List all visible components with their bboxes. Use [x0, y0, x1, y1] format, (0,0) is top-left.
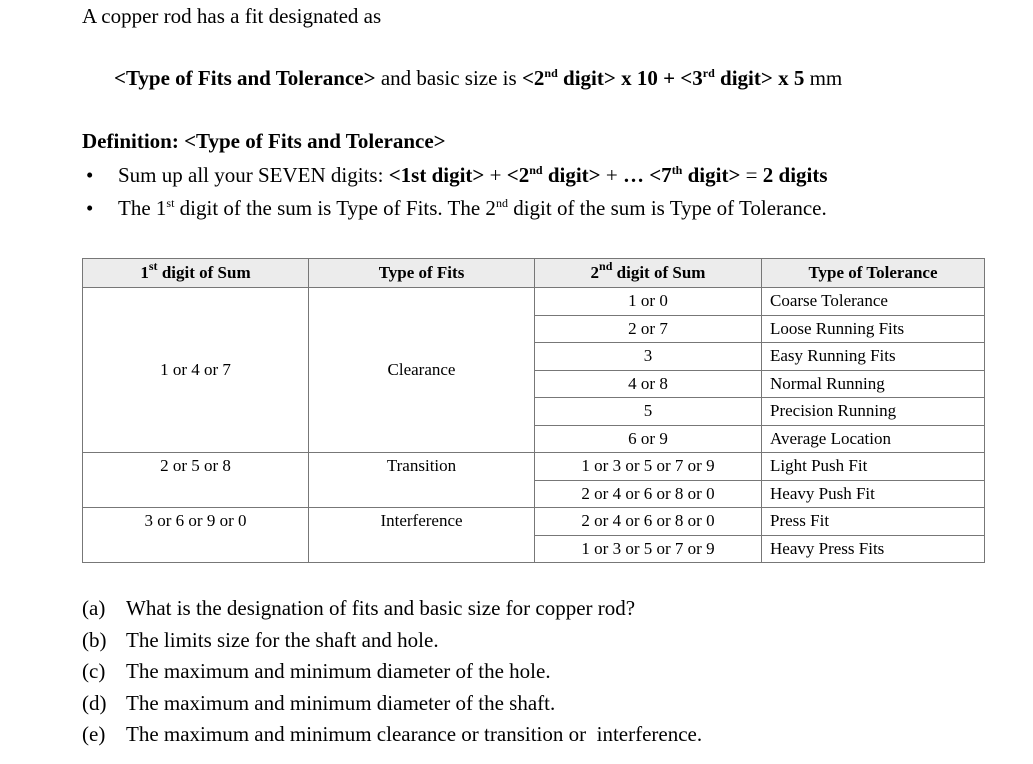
tolerance-cell: Press Fit: [762, 508, 985, 536]
tolerance-cell: Average Location: [762, 425, 985, 453]
table-row: [83, 288, 985, 316]
tolerance-cell: Heavy Press Fits: [762, 535, 985, 563]
question-label: (e): [82, 722, 106, 746]
question-list: [82, 593, 702, 751]
header-type-of-tolerance: Type of Tolerance: [762, 259, 985, 288]
tolerance-cell: Loose Running Fits: [762, 315, 985, 343]
header-type-of-fits: Type of Fits: [309, 259, 535, 288]
question-item: [82, 719, 702, 751]
second-digit-cell: 2 or 7: [535, 315, 762, 343]
first-digit-cell: 2 or 5 or 8: [83, 453, 309, 508]
tolerance-cell: Coarse Tolerance: [762, 288, 985, 316]
tolerance-cell: Precision Running: [762, 398, 985, 426]
definition-bullet-sum: [86, 163, 828, 188]
fit-type-cell: Interference: [309, 508, 535, 563]
question-item: [82, 625, 702, 657]
question-text: The maximum and minimum diameter of the hole.: [126, 659, 551, 683]
designation-size-formula: <2nd digit> x 10 + <3rd digit> x 5: [521, 66, 805, 90]
second-digit-cell: 1 or 3 or 5 or 7 or 9: [535, 535, 762, 563]
second-digit-cell: 1 or 0: [535, 288, 762, 316]
header-second-digit: 2nd digit of Sum: [535, 259, 762, 288]
intro-text: A copper rod has a fit designated as: [82, 4, 382, 28]
table-row: [83, 453, 985, 481]
bullet-icon: •: [86, 196, 94, 220]
question-text: The limits size for the shaft and hole.: [126, 627, 439, 652]
second-digit-cell: 2 or 4 or 6 or 8 or 0: [535, 508, 762, 536]
designation-connector: and basic size is: [375, 66, 522, 90]
tolerance-cell: Easy Running Fits: [762, 343, 985, 371]
bullet-icon: •: [86, 163, 94, 187]
second-digit-cell: 4 or 8: [535, 370, 762, 398]
question-text: The maximum and minimum diameter of the shaft.: [126, 690, 556, 715]
tolerance-cell: Normal Running: [762, 370, 985, 398]
question-text: The maximum and minimum clearance or transition or interference.: [126, 722, 703, 746]
fits-tolerance-table: [82, 258, 985, 563]
table-row: [83, 508, 985, 536]
question-label: (d): [82, 690, 107, 715]
question-item: [82, 656, 702, 688]
table-header-row: [83, 259, 985, 288]
definition-title: Definition: <Type of Fits and Tolerance>: [82, 129, 446, 153]
question-label: (c): [82, 659, 106, 683]
first-digit-cell: 3 or 6 or 9 or 0: [83, 508, 309, 563]
question-label: (b): [82, 627, 107, 652]
bullet-text: The 1st digit of the sum is Type of Fits. The 2nd digit of the sum is Type of Tolerance.: [118, 196, 827, 220]
designation-unit: mm: [804, 66, 843, 90]
fit-type-cell: Clearance: [309, 288, 535, 453]
question-item: [82, 593, 702, 625]
header-first-digit: 1st digit of Sum: [83, 259, 309, 288]
fit-type-cell: Transition: [309, 453, 535, 508]
definition-bullet-digits: [86, 196, 827, 221]
question-item: [82, 688, 702, 720]
second-digit-cell: 6 or 9: [535, 425, 762, 453]
question-text: What is the designation of fits and basic size for copper rod?: [126, 596, 636, 620]
fit-designation: [114, 66, 842, 91]
question-label: (a): [82, 596, 106, 620]
first-digit-cell: 1 or 4 or 7: [83, 288, 309, 453]
tolerance-cell: Heavy Push Fit: [762, 480, 985, 508]
second-digit-cell: 3: [535, 343, 762, 371]
tolerance-cell: Light Push Fit: [762, 453, 985, 481]
bullet-text: Sum up all your SEVEN digits: <1st digit> + <2nd digit> + … <7th digit> = 2 digits: [118, 163, 828, 187]
second-digit-cell: 5: [535, 398, 762, 426]
second-digit-cell: 2 or 4 or 6 or 8 or 0: [535, 480, 762, 508]
second-digit-cell: 1 or 3 or 5 or 7 or 9: [535, 453, 762, 481]
designation-placeholder: <Type of Fits and Tolerance>: [114, 66, 376, 90]
